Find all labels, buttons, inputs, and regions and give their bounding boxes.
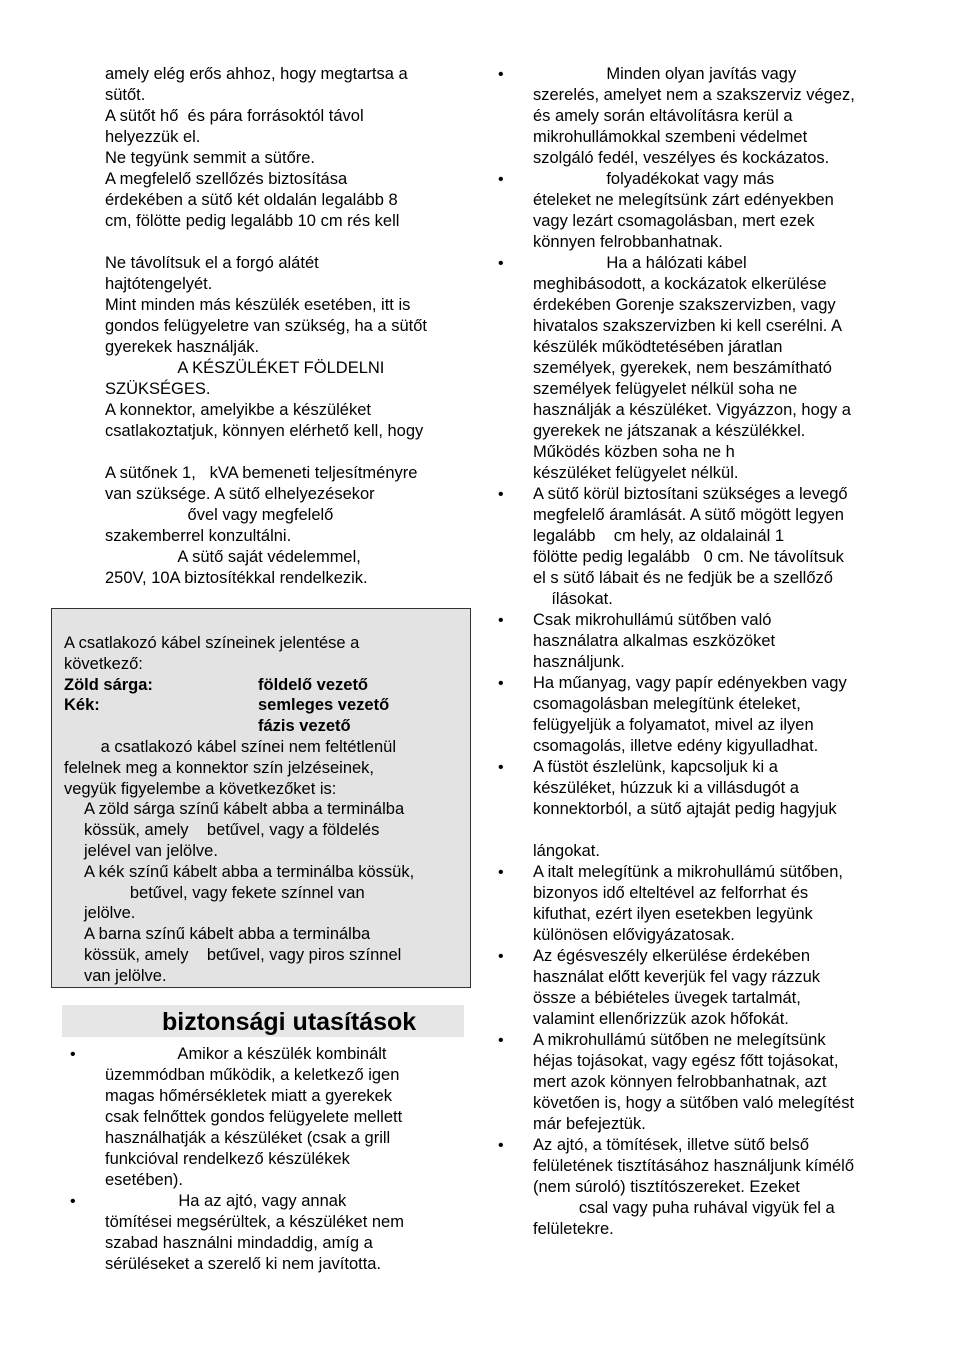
cable-color-row [64, 695, 470, 716]
list-item-line: Ha műanyag, vagy papír edényekben vagy [533, 674, 847, 692]
list-item-line: valamint ellenőrizzük azok hőfokát. [533, 1010, 789, 1028]
bullet-icon: • [498, 66, 504, 83]
cable-color-value: földelő vezető [258, 675, 369, 694]
list-item-line: lángokat. [533, 842, 600, 860]
list-item-line: felületének tisztításához használjunk kímélő [533, 1157, 855, 1175]
list-item-line: használják a készüléket. Vigyázzon, hogy a [533, 401, 851, 419]
box-text-line: kössük, amely betűvel, vagy a földelés [84, 821, 380, 840]
bullet-icon: • [498, 255, 504, 272]
section-heading: biztonsági utasítások [162, 1008, 417, 1036]
text-line: cm, fölötte pedig legalább 10 cm rés kell [105, 212, 400, 230]
list-item-line: magas hőmérsékletek miatt a gyerekek [105, 1087, 393, 1105]
left-bullet-list [60, 1044, 480, 1275]
text-line: szakemberrel konzultálni. [105, 527, 292, 545]
list-item-line: használatra alkalmas eszközöket [533, 632, 776, 650]
bullet-icon: • [498, 864, 504, 881]
list-item [488, 484, 898, 610]
list-item-line: funkcióval rendelkező készülékek [105, 1150, 350, 1168]
list-item-line: Minden olyan javítás vagy [533, 65, 797, 83]
cable-color-key: Zöld sárga: [64, 675, 153, 694]
list-item-line: csal vagy puha ruhával vigyük fel a [533, 1199, 835, 1217]
text-line: amely elég erős ahhoz, hogy megtartsa a [105, 65, 408, 83]
list-item-line: esetében). [105, 1171, 183, 1189]
bullet-icon: • [70, 1046, 76, 1063]
cable-color-key: Kék: [64, 696, 100, 715]
text-line: Ne tegyünk semmit a sütőre. [105, 149, 316, 167]
text-line: SZÜKSÉGES. [105, 380, 211, 398]
box-text-line: kössük, amely betűvel, vagy piros színnel [84, 945, 402, 964]
list-item-line: Ha a hálózati kábel [533, 254, 747, 272]
bullet-icon: • [498, 171, 504, 188]
list-item-line: megfelelő áramlását. A sütő mögött legyen [533, 506, 844, 524]
list-item-line: készüléket, húzzuk ki a villásdugót a [533, 779, 799, 797]
box-text-line: vegyük figyelembe a következőket is: [64, 779, 337, 798]
text-line: gondos felügyeletre van szükség, ha a sütőt [105, 317, 427, 335]
text-line: A sütőnek 1, kVA bemeneti teljesítményre [105, 464, 418, 482]
list-item-line: felügyeljük a folyamatot, mivel az ilyen [533, 716, 814, 734]
list-item-line: A füstöt észlelünk, kapcsoljuk ki a [533, 758, 778, 776]
list-item-line: héjas tojásokat, vagy egész főtt tojásokat, [533, 1052, 839, 1070]
list-item [488, 757, 898, 862]
list-item-line: és amely során eltávolításra kerül a [533, 107, 793, 125]
list-item-line: konnektorból, a sütő ajtaját pedig hagyjuk [533, 800, 837, 818]
list-item-line: (nem súroló) tisztítószereket. Ezeket [533, 1178, 800, 1196]
list-item-line: ételeket ne melegítsünk zárt edényekben [533, 191, 834, 209]
box-text-line: A kék színű kábelt abba a terminálba kössük, [84, 862, 415, 881]
list-item-line: bizonyos idő elteltével az felforrhat és [533, 884, 809, 902]
text-line: A megfelelő szellőzés biztosítása [105, 170, 348, 188]
list-item-line: követően is, hogy a sütőben való melegítést [533, 1094, 855, 1112]
box-text-line: betűvel, vagy fekete színnel van [84, 883, 365, 902]
left-column-top [60, 64, 480, 589]
list-item-line: meghibásodott, a kockázatok elkerülése [533, 275, 827, 293]
list-item [60, 1044, 480, 1191]
cable-color-value: fázis vezető [258, 717, 351, 736]
list-item-line: mikrohullámokkal szembeni védelmet [533, 128, 808, 146]
text-line: csatlakoztatjuk, könnyen elérhető kell, hogy [105, 422, 424, 440]
bullet-icon: • [498, 759, 504, 776]
bullet-icon: • [498, 486, 504, 503]
text-line: sütőt. [105, 86, 146, 104]
text-line [60, 442, 480, 463]
list-item-line: legalább cm hely, az oldalainál 1 [533, 527, 785, 545]
text-line: A sütőt hő és pára forrásoktól távol [105, 107, 364, 125]
list-item [488, 64, 898, 169]
right-bullet-list [488, 64, 898, 1240]
list-item-line: személyek, gyerekek, nem beszámítható [533, 359, 832, 377]
cable-color-row [64, 675, 470, 696]
list-item-line: össze a bébiételes üvegek tartalmát, [533, 989, 801, 1007]
text-line: Mint minden más készülék esetében, itt is [105, 296, 411, 314]
list-item-line: használat előtt keverjük fel vagy rázzuk [533, 968, 821, 986]
list-item-line: vagy lezárt csomagolásban, mert ezek [533, 212, 815, 230]
list-item-line: készülék működtetésében járatlan [533, 338, 783, 356]
list-item-line: már befejeztük. [533, 1115, 646, 1133]
list-item-line: Az égésveszély elkerülése érdekében [533, 947, 810, 965]
text-line: gyerekek használják. [105, 338, 260, 356]
list-item-line: hivatalos szakszervizben ki kell cserélni. A [533, 317, 843, 335]
list-item [488, 253, 898, 484]
list-item-line: el s sütő lábait és ne fedjük be a szellőző [533, 569, 833, 587]
list-item-line: ílásokat. [533, 590, 613, 608]
list-item-line: csomagolás, illetve edény kigyulladhat. [533, 737, 819, 755]
list-item-line: sérüléseket a szerelő ki nem javította. [105, 1255, 382, 1273]
text-line: hajtótengelyét. [105, 275, 213, 293]
list-item [488, 169, 898, 253]
text-line: A KÉSZÜLÉKET FÖLDELNI [105, 359, 385, 377]
bullet-icon: • [70, 1193, 76, 1210]
list-item-line: Ha az ajtó, vagy annak [105, 1192, 347, 1210]
list-item-line: könnyen felrobbanhatnak. [533, 233, 723, 251]
text-line: érdekében a sütő két oldalán legalább 8 [105, 191, 398, 209]
list-item-line: A italt melegítünk a mikrohullámú sütőben, [533, 863, 843, 881]
list-item-line: A sütő körül biztosítani szükséges a levegő [533, 485, 848, 503]
bullet-icon: • [498, 675, 504, 692]
text-line: van szüksége. A sütő elhelyezésekor [105, 485, 375, 503]
list-item-line: Az ajtó, a tömítések, illetve sütő belső [533, 1136, 810, 1154]
list-item-line: Működés közben soha ne h [533, 443, 735, 461]
list-item [488, 1030, 898, 1135]
list-item-line: folyadékokat vagy más [533, 170, 775, 188]
list-item-line [533, 820, 898, 841]
bullet-icon: • [498, 1137, 504, 1154]
list-item-line: szolgáló fedél, veszélyes és kockázatos. [533, 149, 830, 167]
box-text-line: felelnek meg a konnektor szín jelzéseinek, [64, 758, 375, 777]
text-line: 250V, 10A biztosítékkal rendelkezik. [105, 569, 368, 587]
bullet-icon: • [498, 948, 504, 965]
list-item-line: használjunk. [533, 653, 625, 671]
box-text-line: van jelölve. [84, 966, 167, 985]
list-item-line: tömítései megsérültek, a készüléket nem [105, 1213, 404, 1231]
list-item-line: csomagolásban melegítünk ételeket, [533, 695, 801, 713]
box-text-line: A barna színű kábelt abba a terminálba [84, 925, 371, 944]
cable-color-row [64, 716, 470, 737]
text-line: A konnektor, amelyikbe a készüléket [105, 401, 371, 419]
list-item-line: felületekre. [533, 1220, 614, 1238]
list-item-line: készüléket felügyelet nélkül. [533, 464, 739, 482]
cable-color-key [64, 716, 258, 737]
list-item-line: A mikrohullámú sütőben ne melegítsünk [533, 1031, 826, 1049]
cable-color-value: semleges vezető [258, 696, 390, 715]
bullet-icon: • [498, 612, 504, 629]
text-line: ővel vagy megfelelő [105, 506, 334, 524]
section-heading-bar [62, 1005, 464, 1037]
list-item-line: szerelés, amelyet nem a szakszerviz végez, [533, 86, 855, 104]
list-item [488, 862, 898, 946]
list-item [60, 1191, 480, 1275]
text-line: helyezzük el. [105, 128, 201, 146]
box-text-line: jelölve. [84, 904, 136, 923]
list-item-line: mert azok könnyen felrobbanhatnak, azt [533, 1073, 827, 1091]
list-item-line: különösen elővigyázatosak. [533, 926, 735, 944]
list-item-line: gyerekek ne játszanak a készülékkel. [533, 422, 806, 440]
list-item [488, 673, 898, 757]
list-item [488, 610, 898, 673]
text-line: A sütő saját védelemmel, [105, 548, 361, 566]
cable-color-info-box [51, 608, 471, 988]
box-text-line: a csatlakozó kábel színei nem feltétlenül [64, 737, 397, 756]
bullet-icon: • [498, 1032, 504, 1049]
list-item-line: csak felnőttek gondos felügyelete mellett [105, 1108, 403, 1126]
list-item-line: fölötte pedig legalább 0 cm. Ne távolítsuk [533, 548, 844, 566]
list-item-line: Csak mikrohullámú sütőben való [533, 611, 772, 629]
list-item-line: Amikor a készülék kombinált [105, 1045, 387, 1063]
list-item-line: használhatják a készüléket (csak a grill [105, 1129, 391, 1147]
box-intro-line: következő: [64, 654, 143, 673]
box-intro-line: A csatlakozó kábel színeinek jelentése a [64, 634, 360, 652]
list-item-line: érdekében Gorenje szakszervizben, vagy [533, 296, 836, 314]
list-item-line: személyek felügyelet nélkül soha ne [533, 380, 798, 398]
box-text-line: jelével van jelölve. [84, 841, 218, 860]
list-item [488, 946, 898, 1030]
text-line [60, 232, 480, 253]
text-line: Ne távolítsuk el a forgó alátét [105, 254, 319, 272]
list-item-line: üzemmódban működik, a keletkező igen [105, 1066, 400, 1084]
list-item-line: szabad használni mindaddig, amíg a [105, 1234, 373, 1252]
list-item [488, 1135, 898, 1240]
list-item-line: kifuthat, ezért ilyen esetekben legyünk [533, 905, 813, 923]
box-text-line: A zöld sárga színű kábelt abba a terminálba [84, 800, 405, 819]
